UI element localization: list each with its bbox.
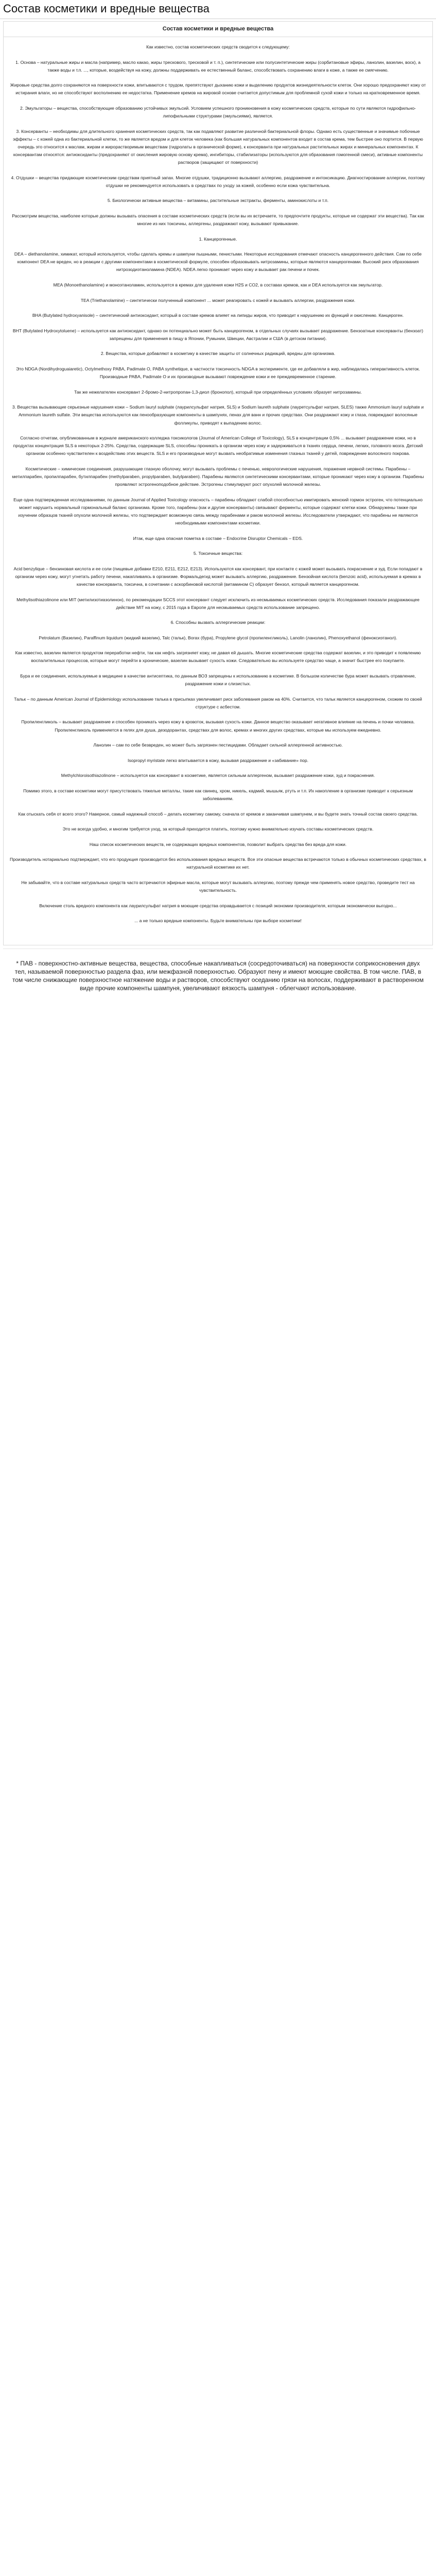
article-paragraph: BHA (Butylated hydroxyanisole) – синтетический антиоксидант, который в составе кремов влияет на липиды жиров, что приводит к нарушению их функций и окислению. Канцероген. <box>32 313 404 318</box>
article-paragraph: Производитель нотариально подтверждает, что его продукция производится без использования вредных веществ. Все эти опасные вещества встречаются только в обычных косметических средствах, в натуральной косметике их нет. <box>10 857 426 870</box>
article-paragraph: Как известно, состав косметических средств сводится к следующему: <box>146 44 290 49</box>
article-paragraph: Methylchloroisothiazolinone – используется как консервант в косметике, является сильным аллергеном, вызывает раздражение кожи, зуд и покраснения. <box>61 773 375 778</box>
article-paragraph: Итак, еще одна опасная пометка в составе – Endocrine Disruptor Chemicals – EDS. <box>133 535 303 541</box>
article-card <box>3 21 433 945</box>
article-paragraph: Это не всегда удобно, и многим требуется уход, за который приходится платить, поэтому нужно внимательно изучать составы косметических средств. <box>62 826 374 832</box>
article-paragraph: 6. Способны вызвать аллергические реакции: <box>170 620 266 625</box>
article-paragraph: Тальк – по данным American Journal of Epidemiology использование талька в присыпках увеличивает риск заболевания раком на 40%. Считается, что тальк является канцерогеном, схожим по своей структуре с асбестом. <box>14 696 422 709</box>
page-title: Состав косметики и вредные вещества <box>0 0 436 19</box>
article-paragraph: Не забывайте, что в составе натуральных средств часто встречаются эфирные масла, которые могут вызывать аллергию, поэтому прежде чем применять новое средство, проведите тест на чувствительность. <box>21 880 415 893</box>
article-paragraph: 5. Токсичные вещества: <box>193 551 243 556</box>
article-paragraph: Бура и ее соединения, используемые в медицине в качестве антисептика, по данным ВОЗ запрещены к использованию в косметике. В большом количестве бура может вызывать отравление, раздражение кожи и слизистых. <box>20 673 416 687</box>
article-body <box>4 37 432 945</box>
article-paragraph: 4. Отдушки – вещества придающие косметическим средствам приятный запах. Многие отдушки, традиционно вызывают аллергию, раздражение и интоксикацию. Диагностирование аллергии, поэтому отдушки не рекомендуется использовать в средствах по уходу за кожей, особенно если кожа чувствительна. <box>11 175 425 188</box>
article-paragraph: DEA – diethanolamine, химикат, который используется, чтобы сделать кремы и шампуни пышными, пенистыми. Некоторые исследования отмечают опасность канцерогенного действия. Сам по себе компонент DEA не вреден, но в реакции с другими компонентами в косметической формуле, способен образовывать нитрозамины, которые являются канцерогенами. Высокий риск образования нитрозодиэтаноламина (NDEA). NDEA легко проникает через кожу и вызывает рак печени и почек. <box>14 251 422 273</box>
article-paragraph: Как известно, вазелин является продуктом переработки нефти, так как нефть загрязняет кожу, не давая ей дышать. Многие косметические средства содержат вазелин, и это приводит к появлению воспалительных процессов, которые могут перейти в хронические, вазелин вызывает сухость кожи. Следовательно вы используете средство чаще, а значит быстрее его покупаете. <box>15 650 421 664</box>
article-paragraph: 2. Эмульгаторы – вещества, способствующие образованию устойчивых эмульсий. Условием успешного проникновения в кожу косметических средств, которые по сути являются гидрофильно-липофильными структурами (эмульсиями), является. <box>20 105 416 119</box>
article-paragraph: Petrolatum (Вазелин), Paraffinum liquidum (жидкий вазелин), Talc (тальк), Borax (бура), Propylene glycol (пропиленгликоль), Lanolin (ланолин), Phenoxyethanol (феноксиэтанол). <box>39 635 397 640</box>
article-paragraph: Еще одна подтвержденная исследованиями, по данным Journal of Applied Toxicology опасность – парабены обладают слабой способностью имитировать женский гормон эстроген, что потенциально может нарушить нормальный гормональный баланс организма. Кроме того, парабены (как и другие консерванты) связывают ферменты, которые содержат клетки кожи. Обнаружены также при изучении образцов тканей опухоли молочной железы, что подтверждает возможную связь между парабенами и раком молочной железы. Исследователи утверждают, что парабены не являются необходимыми компонентами косметики. <box>13 497 423 526</box>
article-paragraph: Косметические – химические соединения, разрушающие глазную оболочку, могут вызывать проблемы с печенью, неврологические нарушения, поражение нервной системы. Парабены – метилпарабен, пропилпарабен, бутилпарабен (methylparaben, propylparaben, butylparaben). Парабены являются синтетическими консервантами, которые проникают через кожу в организм. Парабены проявляют эстрогеноподобное действие. Эстрогены стимулируют рост опухолей молочной железы. <box>12 466 424 487</box>
article-paragraph: Methylisothiazolinone или MIT (метилизотиазолинон), по рекомендации SCCS этот консервант следует исключить из несмываемых косметических средств. Исследования показали раздражающее действие MIT на кожу, с 2015 года в Европе для несмываемых средств использование запрещено. <box>16 597 420 610</box>
article-paragraph: MEA (Monoethanolamine) и моноэтаноламин, используется в кремах для удаления кожи H2S и CO2, в составах кремов, как и DEA используется как эмульгатор. <box>53 282 383 287</box>
article-paragraph: 3. Консерванты – необходимы для длительного хранения косметических средств, так как подавляют развитие различной бактериальной флоры. Однако есть существенные и значимые побочные эффекты – с кожей одна из бактериальной клетки, то же является вредом и для клеток человека (как большая натуральных компонентов входит в состав крема, тем быстрее оно портится. В первую очередь это относится к маслам, жирам и жирорастворимым веществам (гидролаты в органической форме), к консерванта при натуральных растительных жирах и минеральных компонентах. К консервантам относятся: антиоксиданты (предохраняют от окисления жировую основу крема), ингибиторы, стабилизаторы (используются для образования гомогенной смеси), активные компоненты растворов (защищают от поверхности) <box>13 128 423 165</box>
article-paragraph: Как отыскать себя от всего этого? Наверное, самый надежный способ – делать косметику самому, сначала от кремов и заканчивая шампунем, и вы будете знать точный состав своего средства. <box>18 811 418 817</box>
footnote: * ПАВ - поверхностно-активные вещества, вещества, способные накапливаться (сосредоточиваться) на поверхности соприкосновения двух тел, называемой поверхностью раздела фаз, или межфазной поверхностью. Образуют пену и имеют моющие свойства. В том числе. ПАВ, в том числе снижающие поверхностное натяжение воды и растворов, способствуют оседанию грязи на волосах, поддерживают в растворенном виде прочие компоненты шампуня, увеличивают вязкость шампуня - облегчают использование. <box>3 948 433 1006</box>
article-paragraph: Acid benzylique – бензиновая кислота и ее соли (пищевые добавки E210, E211, E212, E213). Используются как консервант, при контакте с кожей может вызывать покраснение и зуд. Если попадают в организм через кожу, могут угнетать работу печени, накапливаясь в организме. Формальдегид может вызывать аллергию, раздражение. Бензойная кислота (benzoic acid), используемая в кремах в качестве консерванта, токсична, в сочетании с аскорбиновой кислотой (витамином С) образует бензол, который является канцерогеном. <box>13 566 423 587</box>
article-paragraph: 5. Биологически активные вещества – витамины, растительные экстракты, ферменты, аминокислоты и т.п. <box>107 198 329 204</box>
article-paragraph: Жировые средства долго сохраняются на поверхности кожи, впитываются с трудом, препятствуют дыханию кожи и выделению продуктов жизнедеятельности клеток. Они хорошо предохраняют кожу от истирания влаги, но не способствуют восполнению ее недостатка. Применение кремов на жировой основе считается допустимым для проблемной сухой кожи и только на кратковременное время. <box>10 82 426 96</box>
article-paragraph: 2. Вещества, которые добавляют в косметику в качестве защиты от солнечных радиаций, вредны для организма. <box>100 351 336 357</box>
article-paragraph: Включение столь вредного компонента как лаурилсульфат натрия в моющие средства оправдывается с позиций экономии производителя, которым экономически выгодно... <box>39 903 397 908</box>
article-paragraph: BHT (Butylated Hydroxytoluene) – используется как антиоксидант, однако он потенциально может быть канцерогеном, в отдельных случаях вызывает раздражение. Бензоатные консерванты (бензоат) запрещены для применения в пищу в Японии, Румынии, Швеции, Австралии и США (в детском питании). <box>12 328 424 341</box>
article-paragraph: Это NDGA (Nordihydroguaiaretic), Octylmethoxy PABA, Padimate O, PABA synthetique, в частности токсичность NDGA в эксперименте, где ее добавляли в жир, наблюдалась гиперактивность клеток. Производные PABA, Padimate O и их производные вызывают повреждение кожи и ее преждевременное старение. <box>16 366 420 380</box>
article-paragraph: Пропиленгликоль – вызывает раздражение и способен проникать через кожу в кровоток, вызывая сухость кожи. Данное вещество оказывает негативное влияние на печень и почки человека. Пропиленгликоль применяется в гелях для душа, дезодорантах, средствах для волос, кремах и многих других средствах, которые мы используем ежедневно. <box>21 719 415 733</box>
article-paragraph: TEA (Triethanolamine) – синтетически полученный компонент ... может реагировать с кожей и вызывать аллергии, раздражения кожи. <box>80 297 356 303</box>
article-paragraph: Рассмотрим вещества, наиболее которые должны вызывать опасения в составе косметических средств (если вы их встречаете, то предпочтите продукты, которые не содержат эти вещества). Так как многие из них токсичны, аллергены, раздражают кожу, вызывают привыкание. <box>12 213 424 226</box>
article-paragraph: 1. Основа – натуральные жиры и масла (например, масло какао, жиры трескового, тресковой и т. п.), синтетические или полусинтетические жиры (сорбитановые эфиры, ланолин, вазелин, воск), а также воды и т.п. ..., которые, воздействуя на кожу, должны поддерживать ее естественный баланс, способствовать сохранению влаги в коже, а также ее смягчению. <box>15 59 421 73</box>
article-paragraph: Помимо этого, в составе косметики могут присутствовать тяжелые металлы, такие как свинец, хром, никель, кадмий, мышьяк, ртуть и т.п. Их накопление в организме приводит к серьезным заболеваниям. <box>23 788 413 801</box>
article-paragraph: Наш список косметических веществ, не содержащих вредных компонентов, позволит выбрать средства без вреда для кожи. <box>89 841 347 847</box>
article-paragraph: ... а не только вредные компоненты. Будьте внимательны при выборе косметики! <box>134 918 302 924</box>
article-paragraph: Так же нежелателен консервант 2-бромо-2-нитропропан-1,3-диол (бронопол), который при определённых условиях образует нитрозамины. <box>74 389 362 395</box>
article-heading: Состав косметики и вредные вещества <box>4 22 432 37</box>
article-paragraph: 3. Вещества вызывающие серьезные нарушения кожи – Sodium lauryl sulphate (лаурилсульфат натрия, SLS) и Sodium laureth sulphate (лауретсульфат натрия, SLES) также Ammonium lauryl sulphate и Ammonium laureth sulfate. Эти вещества используются как пенообразующие компоненты в шампунях, пенах для ванн и прочих средствах. Они раздражают кожу и глаза, повреждают волосяные фолликулы, приводят к выпадению волос. <box>12 404 424 426</box>
article-paragraph: Согласно отчетам, опубликованным в журнале американского колледжа токсикологов (Journal of American College of Toxicology), SLS в концентрации 0,5% ... вызывает раздражение кожи, но в продуктах концентрация SLS в некоторых 2-25%. Средства, содержащие SLS, способны проникать в организм через кожу и задерживаться в тканях сердца, печени, легких, головного мозга. Детский организм особенно чувствителен к воздействию этих веществ. SLS и его производные могут вызвать необратимые изменения глазных тканей у детей, повреждение волосяного покрова. <box>13 435 423 456</box>
article-paragraph: Ланолин – сам по себе безвреден, но может быть загрязнен пестицидами. Обладает сильной аллергенной активностью. <box>93 742 343 748</box>
article-paragraph: 1. Канцерогенные. <box>199 236 237 242</box>
article-paragraph: Isopropyl myristate легко впитывается в кожу, вызывая раздражение и «забивание» пор. <box>128 757 308 763</box>
